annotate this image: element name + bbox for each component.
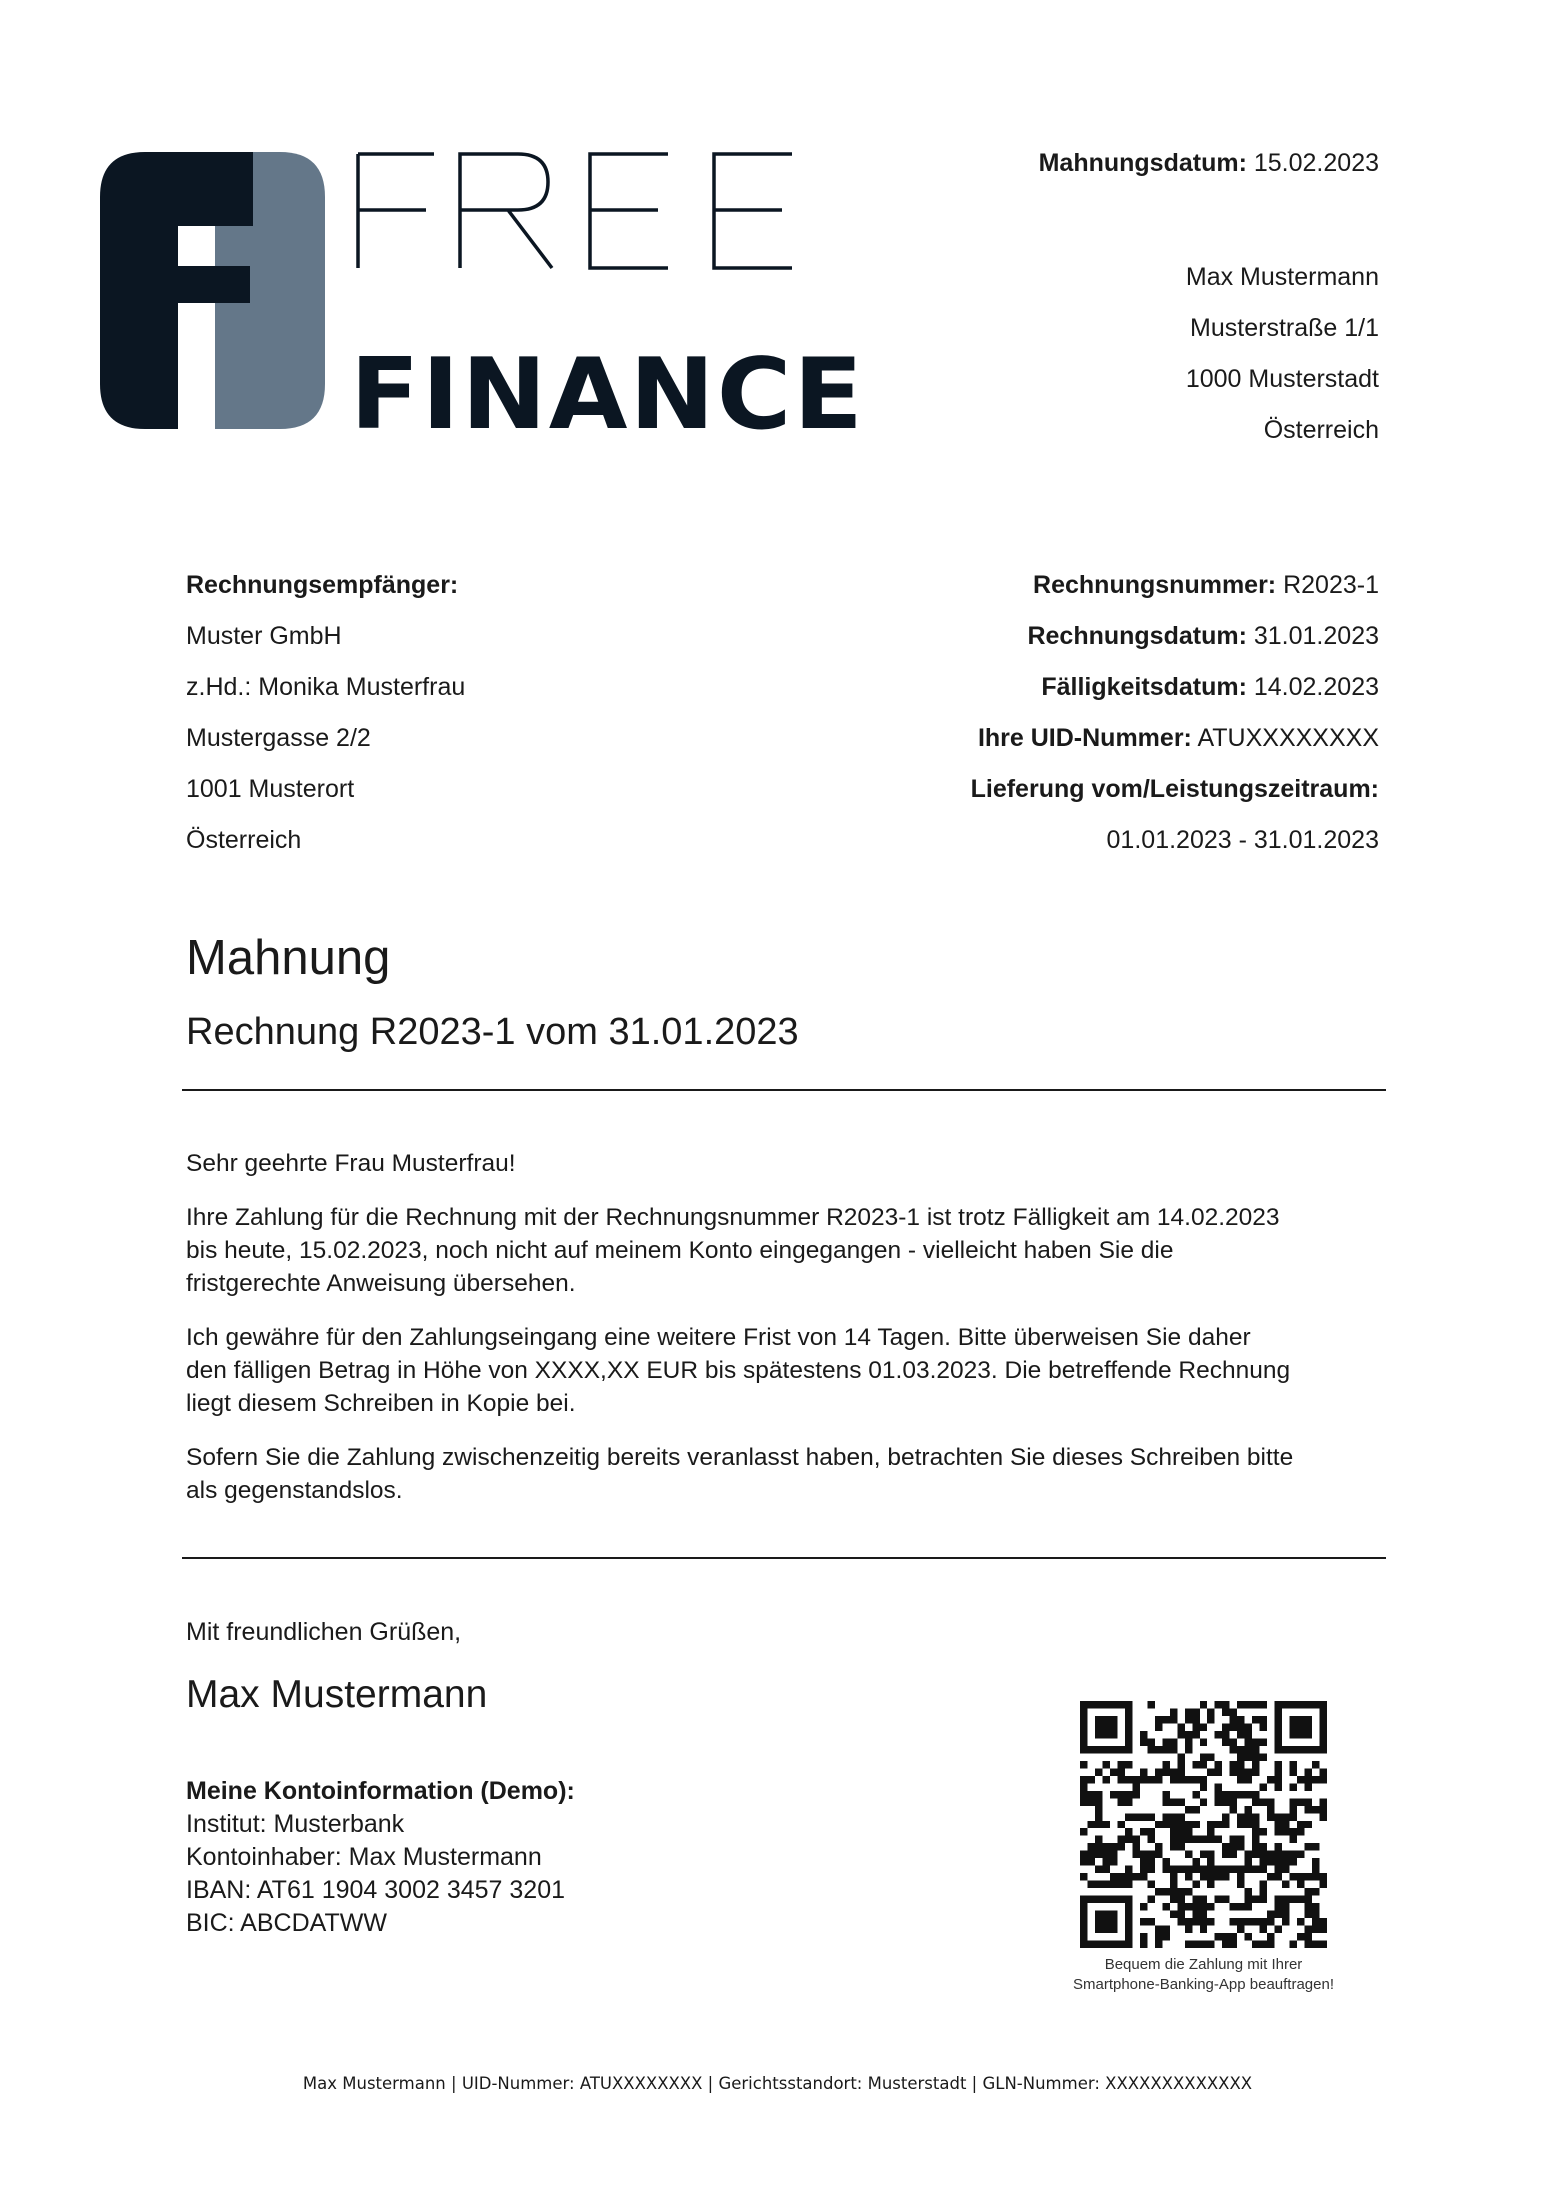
sender-city: 1000 Musterstadt [1185,365,1379,393]
bank-holder: Kontoinhaber: Max Mustermann [186,1843,542,1871]
reminder-date [1039,148,1379,178]
invoice-number-value: R2023-1 [1283,571,1379,599]
paragraph-3-line-1: Sofern Sie die Zahlung zwischenzeitig bereits veranlasst haben, betrachten Sie dieses Schreiben bitte [186,1444,1294,1471]
service-period-value: 01.01.2023 - 31.01.2023 [1106,826,1379,854]
recipient-attention: z.Hd.: Monika Musterfrau [186,673,466,701]
recipient-label: Rechnungsempfänger: [186,571,459,599]
due-date [1041,672,1379,702]
invoice-date-label: Rechnungsdatum: [1027,622,1247,650]
invoice-date [1027,621,1379,651]
qr-caption-line-1: Bequem die Zahlung mit Ihrer [1104,1956,1303,1973]
paragraph-2-line-3: liegt diesem Schreiben in Kopie bei. [186,1390,576,1417]
letter-body [186,1147,1386,1528]
page-title: Mahnung [186,931,391,985]
due-date-value: 14.02.2023 [1253,673,1379,701]
paragraph-2-line-1: Ich gewähre für den Zahlungseingang eine weitere Frist von 14 Tagen. Bitte überweisen Sie daher [186,1324,1251,1351]
free-finance-logo [100,148,870,433]
paragraph-1-line-3: fristgerechte Anweisung übersehen. [186,1270,576,1297]
paragraph-2 [186,1321,1386,1420]
paragraph-1 [186,1201,1386,1300]
paragraph-1-line-1: Ihre Zahlung für die Rechnung mit der Rechnungsnummer R2023-1 ist trotz Fälligkeit am 14.02.2023 [186,1204,1280,1231]
sender-street: Musterstraße 1/1 [1190,314,1379,342]
paragraph-2-line-2: den fälligen Betrag in Höhe von XXXX,XX EUR bis spätestens 01.03.2023. Die betreffende Rechnung [186,1357,1291,1384]
uid-number-label: Ihre UID-Nummer: [977,724,1192,752]
logo-word-finance: FINANCE [350,338,865,433]
sender-name: Max Mustermann [1185,263,1379,291]
page-subtitle: Rechnung R2023-1 vom 31.01.2023 [186,1011,799,1053]
invoice-number-label: Rechnungsnummer: [1033,571,1277,599]
bank-info [186,1775,575,1940]
bank-institute: Institut: Musterbank [186,1810,405,1838]
recipient-country: Österreich [186,826,302,854]
divider-bottom [182,1557,1386,1559]
bank-bic: BIC: ABCDATWW [186,1909,387,1937]
closing-phrase: Mit freundlichen Grüßen, [186,1618,462,1646]
bank-iban: IBAN: AT61 1904 3002 3457 3201 [186,1876,566,1904]
invoice-number [1033,570,1379,600]
bank-info-label: Meine Kontoinformation (Demo): [186,1777,575,1805]
signature-name: Max Mustermann [186,1673,488,1716]
recipient-city: 1001 Musterort [186,775,355,803]
sender-country: Österreich [1263,416,1379,444]
paragraph-3-line-2: als gegenstandslos. [186,1477,403,1504]
qr-caption [1030,1955,1377,1995]
qr-modules [1080,1701,1327,1948]
invoice-date-value: 31.01.2023 [1253,622,1379,650]
logo-word-free [358,154,792,268]
reminder-date-value: 15.02.2023 [1253,149,1379,177]
recipient-company: Muster GmbH [186,622,342,650]
payment-qr-code [1080,1701,1327,1948]
divider-top [182,1089,1386,1091]
salutation: Sehr geehrte Frau Musterfrau! [186,1150,516,1177]
service-period-label: Lieferung vom/Leistungszeitraum: [970,775,1379,803]
qr-caption-line-2: Smartphone-Banking-App beauftragen! [1072,1976,1334,1993]
paragraph-1-line-2: bis heute, 15.02.2023, noch nicht auf meinem Konto eingegangen - vielleicht haben Sie die [186,1237,1174,1264]
page-footer: Max Mustermann | UID-Nummer: ATUXXXXXXXX | Gerichtsstandort: Musterstadt | GLN-Nummer: XXXXXXXXXXXXX [302,2074,1253,2093]
recipient-street: Mustergasse 2/2 [186,724,371,752]
due-date-label: Fälligkeitsdatum: [1041,673,1247,701]
uid-number [978,723,1379,753]
reminder-date-label: Mahnungsdatum: [1038,149,1247,177]
paragraph-3 [186,1441,1386,1507]
uid-number-value: ATUXXXXXXXX [1197,724,1379,752]
